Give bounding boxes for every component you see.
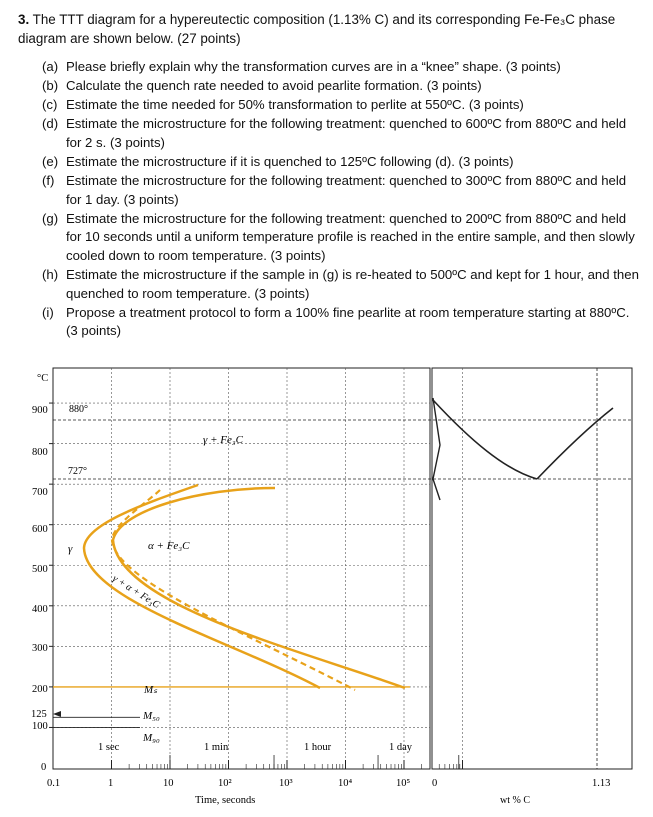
region-label: γ + Fe₃C <box>203 434 244 446</box>
x-tick-label: 10 <box>163 778 174 789</box>
martensite-label: M₉₀ <box>143 732 160 744</box>
time-marker-label: 1 day <box>389 742 413 753</box>
x-tick-label: 1 <box>108 778 114 789</box>
part-text: Estimate the microstructure for the following treatment: quenched to 600ºC from 880ºC and held for 2 s. (3 points) <box>66 116 627 150</box>
part-label: (b) <box>42 78 59 94</box>
part-label: (i) <box>42 304 54 320</box>
martensite-label: Mₛ <box>144 684 158 696</box>
phase-x-tick-label: 1.13 <box>592 778 611 789</box>
x-tick-label: 0.1 <box>47 778 61 789</box>
reference-temp-label: 727° <box>68 466 87 477</box>
part-text: Estimate the microstructure if it is quenched to 125ºC following (d). (3 points) <box>66 153 514 169</box>
grid-lines <box>53 368 463 769</box>
y-tick-label: 100 <box>32 721 48 732</box>
part-label: (d) <box>42 116 59 132</box>
x-tick-label: 10² <box>218 778 232 789</box>
acm-line <box>433 400 537 479</box>
y-tick-label: 400 <box>32 604 48 615</box>
part-label: (h) <box>42 267 59 283</box>
y-tick-label: 200 <box>32 684 48 695</box>
part-label: (f) <box>42 173 55 189</box>
y-tick-label: 600 <box>32 524 48 535</box>
phase-frame <box>432 368 632 769</box>
part-label: (c) <box>42 97 58 113</box>
y-tick-label: 300 <box>32 643 48 654</box>
x-tick-label: 10⁵ <box>396 778 411 789</box>
region-label: α + Fe₃C <box>148 540 190 552</box>
liquidus-line <box>537 408 613 479</box>
y-tick-label: 900 <box>32 405 48 416</box>
part-text: Estimate the microstructure if the sample in (g) is re-heated to 500ºC and kept for 1 hour, and then quenched to room temperature. (3 points) <box>66 267 639 301</box>
y-tick-label: 0 <box>41 762 47 773</box>
martensite-label: M₅₀ <box>143 710 160 722</box>
ttt-frame <box>53 368 430 769</box>
reference-temp-label: 880° <box>69 404 88 415</box>
y-tick-label: 800 <box>32 447 48 458</box>
part-text: Estimate the microstructure for the following treatment: quenched to 200ºC from 880ºC and held for 10 seconds until a uniform temperature profile is reached in the entire sample, and then slowly cooled down to room temperature. (3 points) <box>66 210 635 263</box>
phase-x-tick-label: 0 <box>432 778 438 789</box>
x-tick-label: 10³ <box>279 778 293 789</box>
time-marker-label: 1 hour <box>304 742 332 753</box>
part-label: (e) <box>42 153 59 169</box>
question-number: 3. <box>18 12 30 27</box>
m50-arrow <box>53 711 61 717</box>
x-axis-label: Time, seconds <box>195 795 256 806</box>
region-label: γ + α + Fe₃C <box>110 573 162 611</box>
time-marker-label: 1 min <box>204 742 229 753</box>
part-text: Estimate the microstructure for the following treatment: quenched to 300ºC from 880ºC and held for 1 day. (3 points) <box>66 173 627 207</box>
y-tick-label: 500 <box>32 564 48 575</box>
part-label: (a) <box>42 59 59 74</box>
region-label: γ <box>68 543 73 555</box>
chart-marks <box>53 368 632 769</box>
part-label: (g) <box>42 210 59 226</box>
part-text: Calculate the quench rate needed to avoid pearlite formation. (3 points) <box>66 78 482 94</box>
phase-x-axis-label: wt % C <box>500 795 530 806</box>
time-marker-label: 1 sec <box>98 742 120 753</box>
y-tick-label: 125 <box>31 709 47 720</box>
y-tick-label: 700 <box>32 487 48 498</box>
part-text: Please briefly explain why the transformation curves are in a “knee” shape. (3 points) <box>66 59 561 74</box>
part-text: Propose a treatment protocol to form a 100% fine pearlite at room temperature starting at 880ºC. (3 points) <box>66 304 630 339</box>
question-intro: The TTT diagram for a hypereutectic composition (1.13% C) and its corresponding Fe-Fe₃C phase diagram are shown below. (27 points) <box>18 12 616 46</box>
part-text: Estimate the time needed for 50% transformation to perlite at 550ºC. (3 points) <box>66 97 524 113</box>
x-tick-label: 10⁴ <box>338 778 353 789</box>
ferrite-boundary <box>433 398 440 500</box>
y-axis-unit: °C <box>37 373 49 384</box>
